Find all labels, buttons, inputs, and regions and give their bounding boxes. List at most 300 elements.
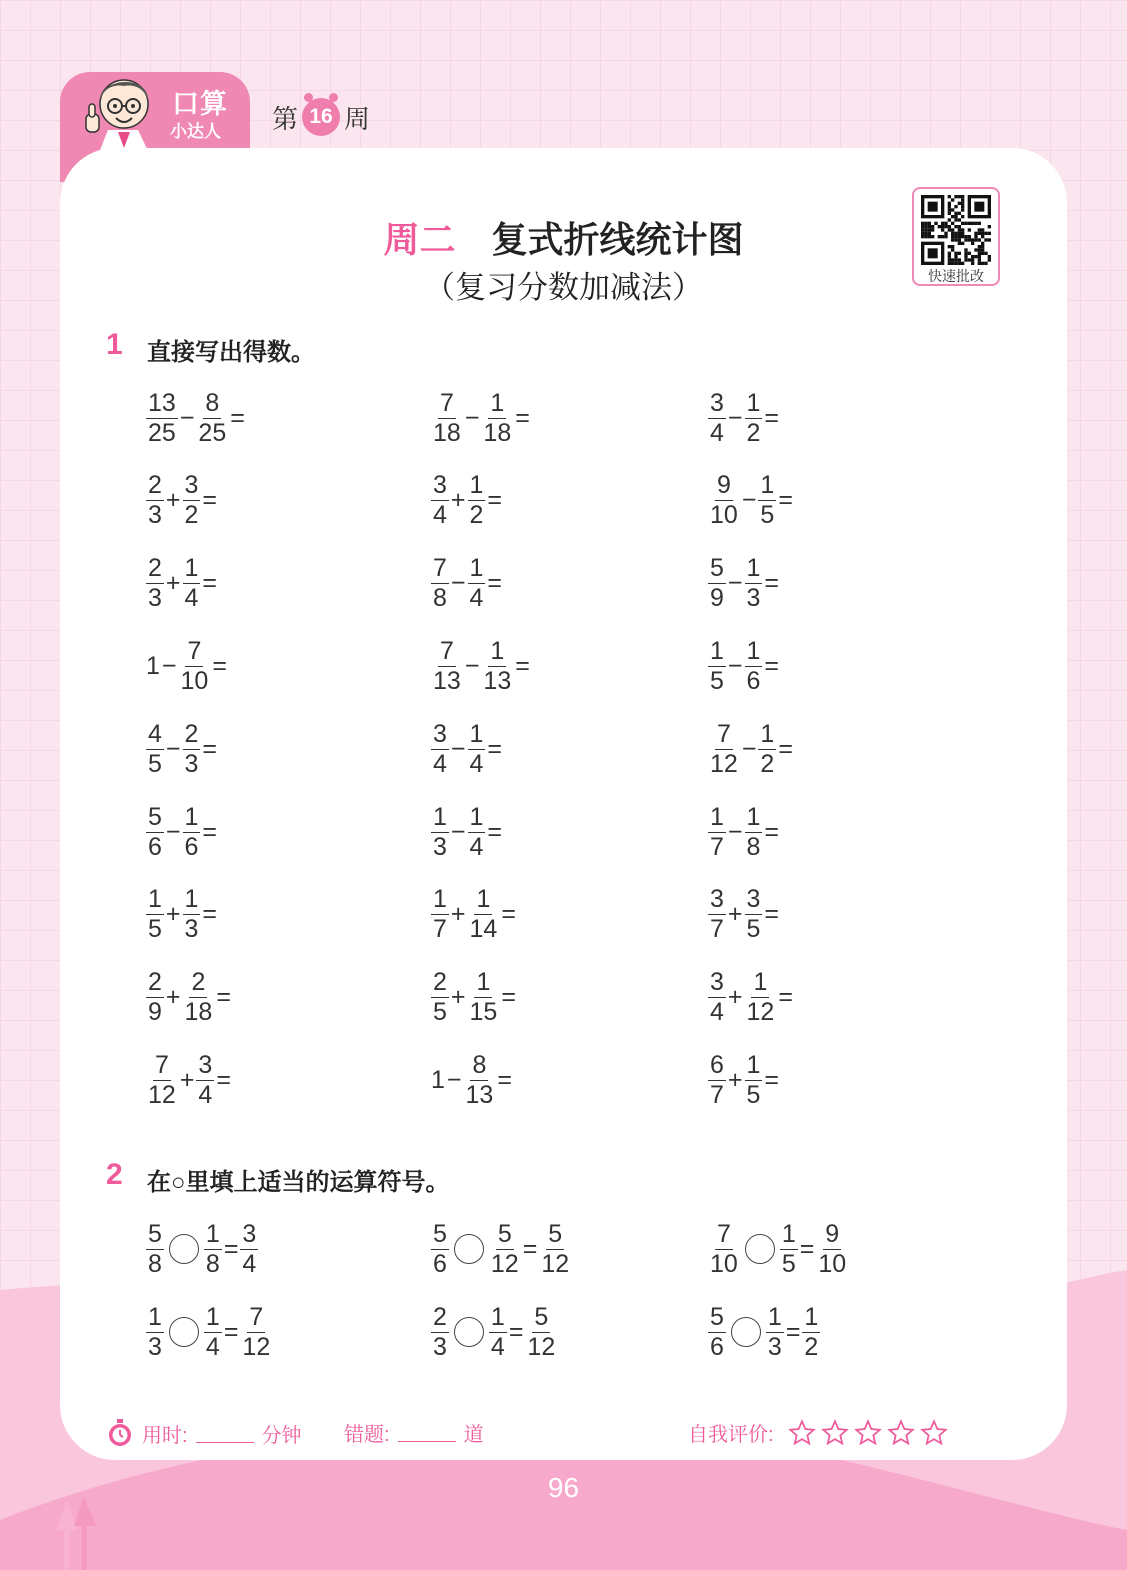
operator: = — [501, 900, 516, 929]
fraction — [183, 554, 201, 613]
denominator: 10 — [180, 666, 209, 695]
operator-circle-blank[interactable] — [169, 1317, 199, 1347]
denominator: 3 — [148, 584, 162, 613]
operator: = — [764, 817, 780, 846]
week-suffix: 周 — [344, 103, 371, 134]
star-icon[interactable] — [920, 1419, 948, 1447]
numerator: 1 — [205, 1302, 220, 1331]
math-problem — [145, 631, 228, 701]
fraction — [183, 720, 201, 779]
denominator: 7 — [710, 832, 724, 861]
stopwatch-icon — [106, 1418, 134, 1448]
numerator: 3 — [710, 885, 724, 914]
math-problem — [430, 1045, 513, 1115]
page-number: 96 — [547, 1472, 580, 1503]
fraction — [708, 1051, 726, 1110]
denominator: 5 — [760, 501, 775, 530]
denominator: 2 — [804, 1332, 819, 1361]
fraction — [481, 389, 513, 448]
numerator: 5 — [710, 554, 724, 583]
math-problem — [707, 383, 780, 453]
numerator: 3 — [198, 1050, 213, 1079]
numerator: 5 — [534, 1302, 549, 1331]
math-problem — [145, 714, 218, 784]
numerator: 7 — [249, 1302, 264, 1331]
numerator: 3 — [242, 1219, 257, 1248]
numerator: 5 — [433, 1219, 447, 1248]
numerator: 1 — [746, 802, 761, 831]
fraction — [745, 968, 777, 1027]
fraction — [468, 720, 486, 779]
fraction — [816, 1220, 848, 1279]
fraction — [468, 803, 486, 862]
fraction — [745, 885, 763, 944]
operator: = — [212, 651, 227, 680]
operator: = — [515, 403, 530, 432]
fraction — [240, 1303, 272, 1362]
fraction — [745, 389, 763, 448]
math-problem — [707, 466, 794, 536]
math-problem — [430, 466, 503, 536]
operator: = — [515, 651, 530, 680]
operator: − — [450, 734, 466, 763]
denominator: 4 — [490, 1332, 505, 1361]
numerator: 2 — [148, 968, 162, 997]
operator: + — [179, 1065, 195, 1094]
numerator: 9 — [825, 1219, 840, 1248]
numerator: 1 — [710, 802, 724, 831]
page-subtitle: （复习分数加减法） — [424, 270, 703, 305]
denominator: 8 — [746, 832, 761, 861]
question-1-number: 1 — [106, 328, 123, 361]
math-problem — [430, 714, 503, 784]
denominator: 2 — [469, 501, 484, 530]
operator: + — [450, 486, 466, 515]
denominator: 5 — [781, 1249, 796, 1278]
week-number-badge: 16 — [302, 98, 340, 136]
operator-circle-blank[interactable] — [454, 1234, 484, 1264]
numerator: 8 — [472, 1050, 487, 1079]
numerator: 5 — [497, 1219, 512, 1248]
denominator: 6 — [433, 1249, 447, 1278]
math-problem — [430, 1214, 572, 1284]
question-1-instruction: 直接写出得数。 — [147, 339, 315, 366]
numerator: 1 — [710, 636, 724, 665]
operator-circle-blank[interactable] — [745, 1234, 775, 1264]
operator: − — [741, 734, 757, 763]
denominator: 5 — [710, 666, 724, 695]
denominator: 6 — [184, 832, 199, 861]
numerator: 7 — [716, 1219, 731, 1248]
fraction — [146, 803, 164, 862]
denominator: 12 — [490, 1249, 519, 1278]
denominator: 3 — [148, 1332, 162, 1361]
title-topic: 复式折线统计图 — [491, 219, 744, 260]
operator: = — [778, 486, 793, 515]
numerator: 1 — [148, 885, 162, 914]
fraction — [525, 1303, 557, 1362]
star-icon[interactable] — [887, 1419, 915, 1447]
time-label: 用时: — [142, 1424, 188, 1447]
math-problem — [707, 714, 794, 784]
week-indicator — [272, 98, 370, 136]
math-problem — [145, 963, 232, 1033]
brand-title: 口算 — [172, 89, 228, 119]
math-problem — [707, 1045, 780, 1115]
whole-number: 1 — [431, 1065, 445, 1094]
fraction — [481, 637, 513, 696]
numerator: 1 — [767, 1302, 782, 1331]
operator: = — [216, 983, 231, 1012]
denominator: 5 — [746, 1080, 761, 1109]
denominator: 15 — [469, 998, 498, 1027]
fraction — [183, 885, 201, 944]
numerator: 7 — [439, 388, 454, 417]
fraction — [489, 1220, 521, 1279]
numerator: 1 — [469, 554, 484, 583]
denominator: 18 — [483, 418, 512, 447]
numerator: 1 — [746, 636, 761, 665]
brand-subtitle: 小达人 — [170, 122, 221, 141]
fraction — [431, 389, 463, 448]
fraction — [146, 720, 164, 779]
denominator: 10 — [710, 1249, 738, 1278]
fraction — [146, 1051, 178, 1110]
numerator: 1 — [184, 885, 199, 914]
numerator: 5 — [710, 1302, 724, 1331]
operator: − — [161, 651, 177, 680]
fraction — [464, 1051, 496, 1110]
denominator: 9 — [710, 584, 724, 613]
fraction — [758, 471, 776, 530]
fraction — [179, 637, 211, 696]
fraction — [146, 471, 164, 530]
numerator: 2 — [433, 1302, 447, 1331]
rating-stars — [788, 1419, 953, 1447]
denominator: 8 — [148, 1249, 162, 1278]
fraction — [183, 968, 215, 1027]
denominator: 13 — [465, 1080, 494, 1109]
fraction — [183, 803, 201, 862]
math-problem — [145, 383, 246, 453]
fraction — [431, 637, 463, 696]
math-problem — [707, 1297, 821, 1367]
denominator: 5 — [148, 915, 162, 944]
fraction — [745, 637, 763, 696]
numerator: 6 — [710, 1050, 724, 1079]
numerator: 3 — [710, 968, 724, 997]
fraction — [745, 1051, 763, 1110]
numerator: 1 — [490, 636, 505, 665]
numerator: 1 — [746, 388, 761, 417]
denominator: 7 — [710, 915, 724, 944]
numerator: 2 — [433, 968, 447, 997]
question-2-number: 2 — [106, 1158, 123, 1191]
math-problem — [145, 549, 218, 619]
qr-code-panel[interactable] — [912, 187, 1000, 286]
denominator: 6 — [148, 832, 162, 861]
numerator: 3 — [433, 719, 447, 748]
math-problem — [707, 963, 794, 1033]
operator: = — [508, 1317, 524, 1346]
operator: = — [487, 486, 503, 515]
fraction — [745, 554, 763, 613]
numerator: 7 — [187, 636, 202, 665]
denominator: 4 — [433, 749, 447, 778]
math-problem — [430, 1297, 558, 1367]
math-problem — [145, 1297, 273, 1367]
operator: + — [450, 900, 466, 929]
operator: = — [778, 734, 793, 763]
fraction — [431, 1220, 449, 1279]
operator: − — [165, 817, 181, 846]
denominator: 5 — [148, 749, 162, 778]
errors-unit: 道 — [463, 1424, 484, 1446]
numerator: 7 — [439, 636, 454, 665]
numerator: 1 — [469, 471, 484, 500]
math-problem — [430, 383, 531, 453]
operator: = — [785, 1317, 801, 1346]
fraction — [204, 1303, 222, 1362]
time-spent-field — [106, 1418, 302, 1448]
operator: − — [450, 569, 466, 598]
denominator: 18 — [433, 418, 461, 447]
operator: − — [727, 569, 743, 598]
star-icon[interactable] — [854, 1419, 882, 1447]
math-problem — [145, 1214, 259, 1284]
title-day: 周二 — [383, 219, 456, 260]
fraction — [708, 637, 726, 696]
denominator: 5 — [746, 915, 761, 944]
numerator: 5 — [148, 1219, 162, 1248]
operator: = — [202, 569, 218, 598]
star-icon[interactable] — [821, 1419, 849, 1447]
math-problem — [707, 1214, 849, 1284]
numerator: 3 — [746, 885, 761, 914]
fraction — [758, 720, 776, 779]
operator: = — [764, 1065, 780, 1094]
operator-circle-blank[interactable] — [169, 1234, 199, 1264]
numerator: 13 — [148, 388, 176, 417]
numerator: 1 — [469, 719, 484, 748]
operator: + — [727, 900, 743, 929]
math-problem — [707, 631, 780, 701]
denominator: 3 — [184, 915, 199, 944]
math-problem — [145, 466, 218, 536]
math-problem — [430, 797, 503, 867]
denominator: 2 — [746, 418, 761, 447]
numerator: 1 — [490, 388, 505, 417]
math-problem — [707, 880, 780, 950]
denominator: 4 — [710, 998, 724, 1027]
time-unit: 分钟 — [261, 1424, 302, 1447]
denominator: 4 — [710, 418, 724, 447]
fraction — [708, 389, 726, 448]
math-problem — [707, 549, 780, 619]
fraction — [431, 1303, 449, 1362]
denominator: 10 — [710, 501, 738, 530]
fraction — [780, 1220, 798, 1279]
operator: + — [165, 486, 181, 515]
operator: = — [522, 1234, 538, 1263]
operator: = — [202, 486, 218, 515]
operator: − — [727, 651, 743, 680]
errors-blank[interactable] — [398, 1423, 456, 1442]
numerator: 5 — [548, 1219, 563, 1248]
errors-label: 错题: — [344, 1424, 390, 1446]
denominator: 7 — [433, 915, 447, 944]
numerator: 1 — [469, 802, 484, 831]
numerator: 3 — [184, 471, 199, 500]
numerator: 3 — [710, 388, 724, 417]
denominator: 13 — [433, 666, 461, 695]
operator: = — [223, 1234, 239, 1263]
denominator: 18 — [184, 998, 213, 1027]
operator-circle-blank[interactable] — [731, 1317, 761, 1347]
denominator: 6 — [746, 666, 761, 695]
math-problem — [707, 797, 780, 867]
fraction — [708, 803, 726, 862]
operator: = — [764, 651, 780, 680]
operator: − — [165, 734, 181, 763]
fraction — [240, 1220, 258, 1279]
operator: = — [202, 817, 218, 846]
denominator: 10 — [818, 1249, 847, 1278]
fraction — [431, 803, 449, 862]
operator: − — [464, 651, 480, 680]
operator: = — [778, 983, 793, 1012]
denominator: 3 — [148, 501, 162, 530]
fraction — [468, 968, 500, 1027]
denominator: 4 — [469, 832, 484, 861]
arrow-decoration-icon — [52, 1490, 102, 1570]
denominator: 3 — [184, 749, 199, 778]
numerator: 1 — [184, 554, 199, 583]
fraction — [431, 885, 449, 944]
denominator: 25 — [198, 418, 227, 447]
qr-label: 快速批改 — [928, 268, 984, 284]
fraction — [468, 885, 500, 944]
operator: = — [487, 734, 503, 763]
numerator: 1 — [746, 1050, 761, 1079]
numerator: 2 — [191, 968, 206, 997]
denominator: 4 — [469, 749, 484, 778]
numerator: 2 — [148, 554, 162, 583]
denominator: 4 — [242, 1249, 257, 1278]
question-2-instruction: 在○里填上适当的运算符号。 — [147, 1169, 450, 1196]
star-icon[interactable] — [788, 1419, 816, 1447]
numerator: 1 — [433, 885, 447, 914]
operator: − — [727, 817, 743, 846]
operator: + — [165, 900, 181, 929]
operator: = — [501, 983, 516, 1012]
operator: = — [487, 569, 503, 598]
denominator: 6 — [710, 1332, 724, 1361]
fraction — [539, 1220, 571, 1279]
operator: − — [450, 817, 466, 846]
numerator: 1 — [433, 802, 447, 831]
denominator: 3 — [767, 1332, 782, 1361]
denominator: 5 — [433, 998, 447, 1027]
denominator: 8 — [205, 1249, 220, 1278]
fraction — [146, 554, 164, 613]
fraction — [802, 1303, 820, 1362]
numerator: 7 — [154, 1050, 169, 1079]
fraction — [468, 554, 486, 613]
operator: − — [179, 403, 195, 432]
denominator: 4 — [198, 1080, 213, 1109]
denominator: 2 — [760, 749, 775, 778]
fraction — [745, 803, 763, 862]
denominator: 7 — [710, 1080, 724, 1109]
denominator: 4 — [469, 584, 484, 613]
operator: = — [487, 817, 503, 846]
mascot-boy-thumbs-up — [78, 70, 168, 155]
fraction — [431, 720, 449, 779]
fraction — [708, 720, 740, 779]
fraction — [196, 1051, 214, 1110]
operator: − — [464, 403, 480, 432]
denominator: 3 — [433, 1332, 447, 1361]
denominator: 4 — [433, 501, 447, 530]
operator: = — [202, 900, 218, 929]
denominator: 12 — [527, 1332, 556, 1361]
fraction — [708, 1220, 740, 1279]
operator: + — [450, 983, 466, 1012]
fraction — [708, 968, 726, 1027]
operator: = — [799, 1234, 815, 1263]
denominator: 12 — [541, 1249, 570, 1278]
operator: − — [741, 486, 757, 515]
fraction — [196, 389, 228, 448]
math-problem — [430, 631, 531, 701]
fraction — [146, 1220, 164, 1279]
numerator: 5 — [148, 802, 162, 831]
fraction — [766, 1303, 784, 1362]
math-problem — [430, 963, 517, 1033]
operator: = — [764, 403, 780, 432]
fraction — [468, 471, 486, 530]
fraction — [431, 471, 449, 530]
denominator: 3 — [746, 584, 761, 613]
denominator: 2 — [184, 501, 199, 530]
fraction — [146, 968, 164, 1027]
time-blank[interactable] — [196, 1424, 254, 1443]
operator: + — [727, 1065, 743, 1094]
denominator: 4 — [205, 1332, 220, 1361]
denominator: 4 — [184, 584, 199, 613]
denominator: 12 — [148, 1080, 176, 1109]
numerator: 1 — [490, 1302, 505, 1331]
week-prefix: 第 — [272, 103, 299, 134]
numerator: 1 — [746, 554, 761, 583]
operator: = — [202, 734, 218, 763]
operator: = — [216, 1065, 231, 1094]
whole-number: 1 — [146, 651, 160, 680]
fraction — [146, 389, 178, 448]
numerator: 1 — [476, 968, 491, 997]
numerator: 7 — [716, 719, 731, 748]
operator-circle-blank[interactable] — [454, 1317, 484, 1347]
denominator: 12 — [746, 998, 775, 1027]
math-problem — [430, 880, 517, 950]
numerator: 1 — [804, 1302, 819, 1331]
denominator: 3 — [433, 832, 447, 861]
math-problem — [145, 797, 218, 867]
numerator: 1 — [184, 802, 199, 831]
operator: = — [764, 900, 780, 929]
numerator: 1 — [148, 1302, 162, 1331]
